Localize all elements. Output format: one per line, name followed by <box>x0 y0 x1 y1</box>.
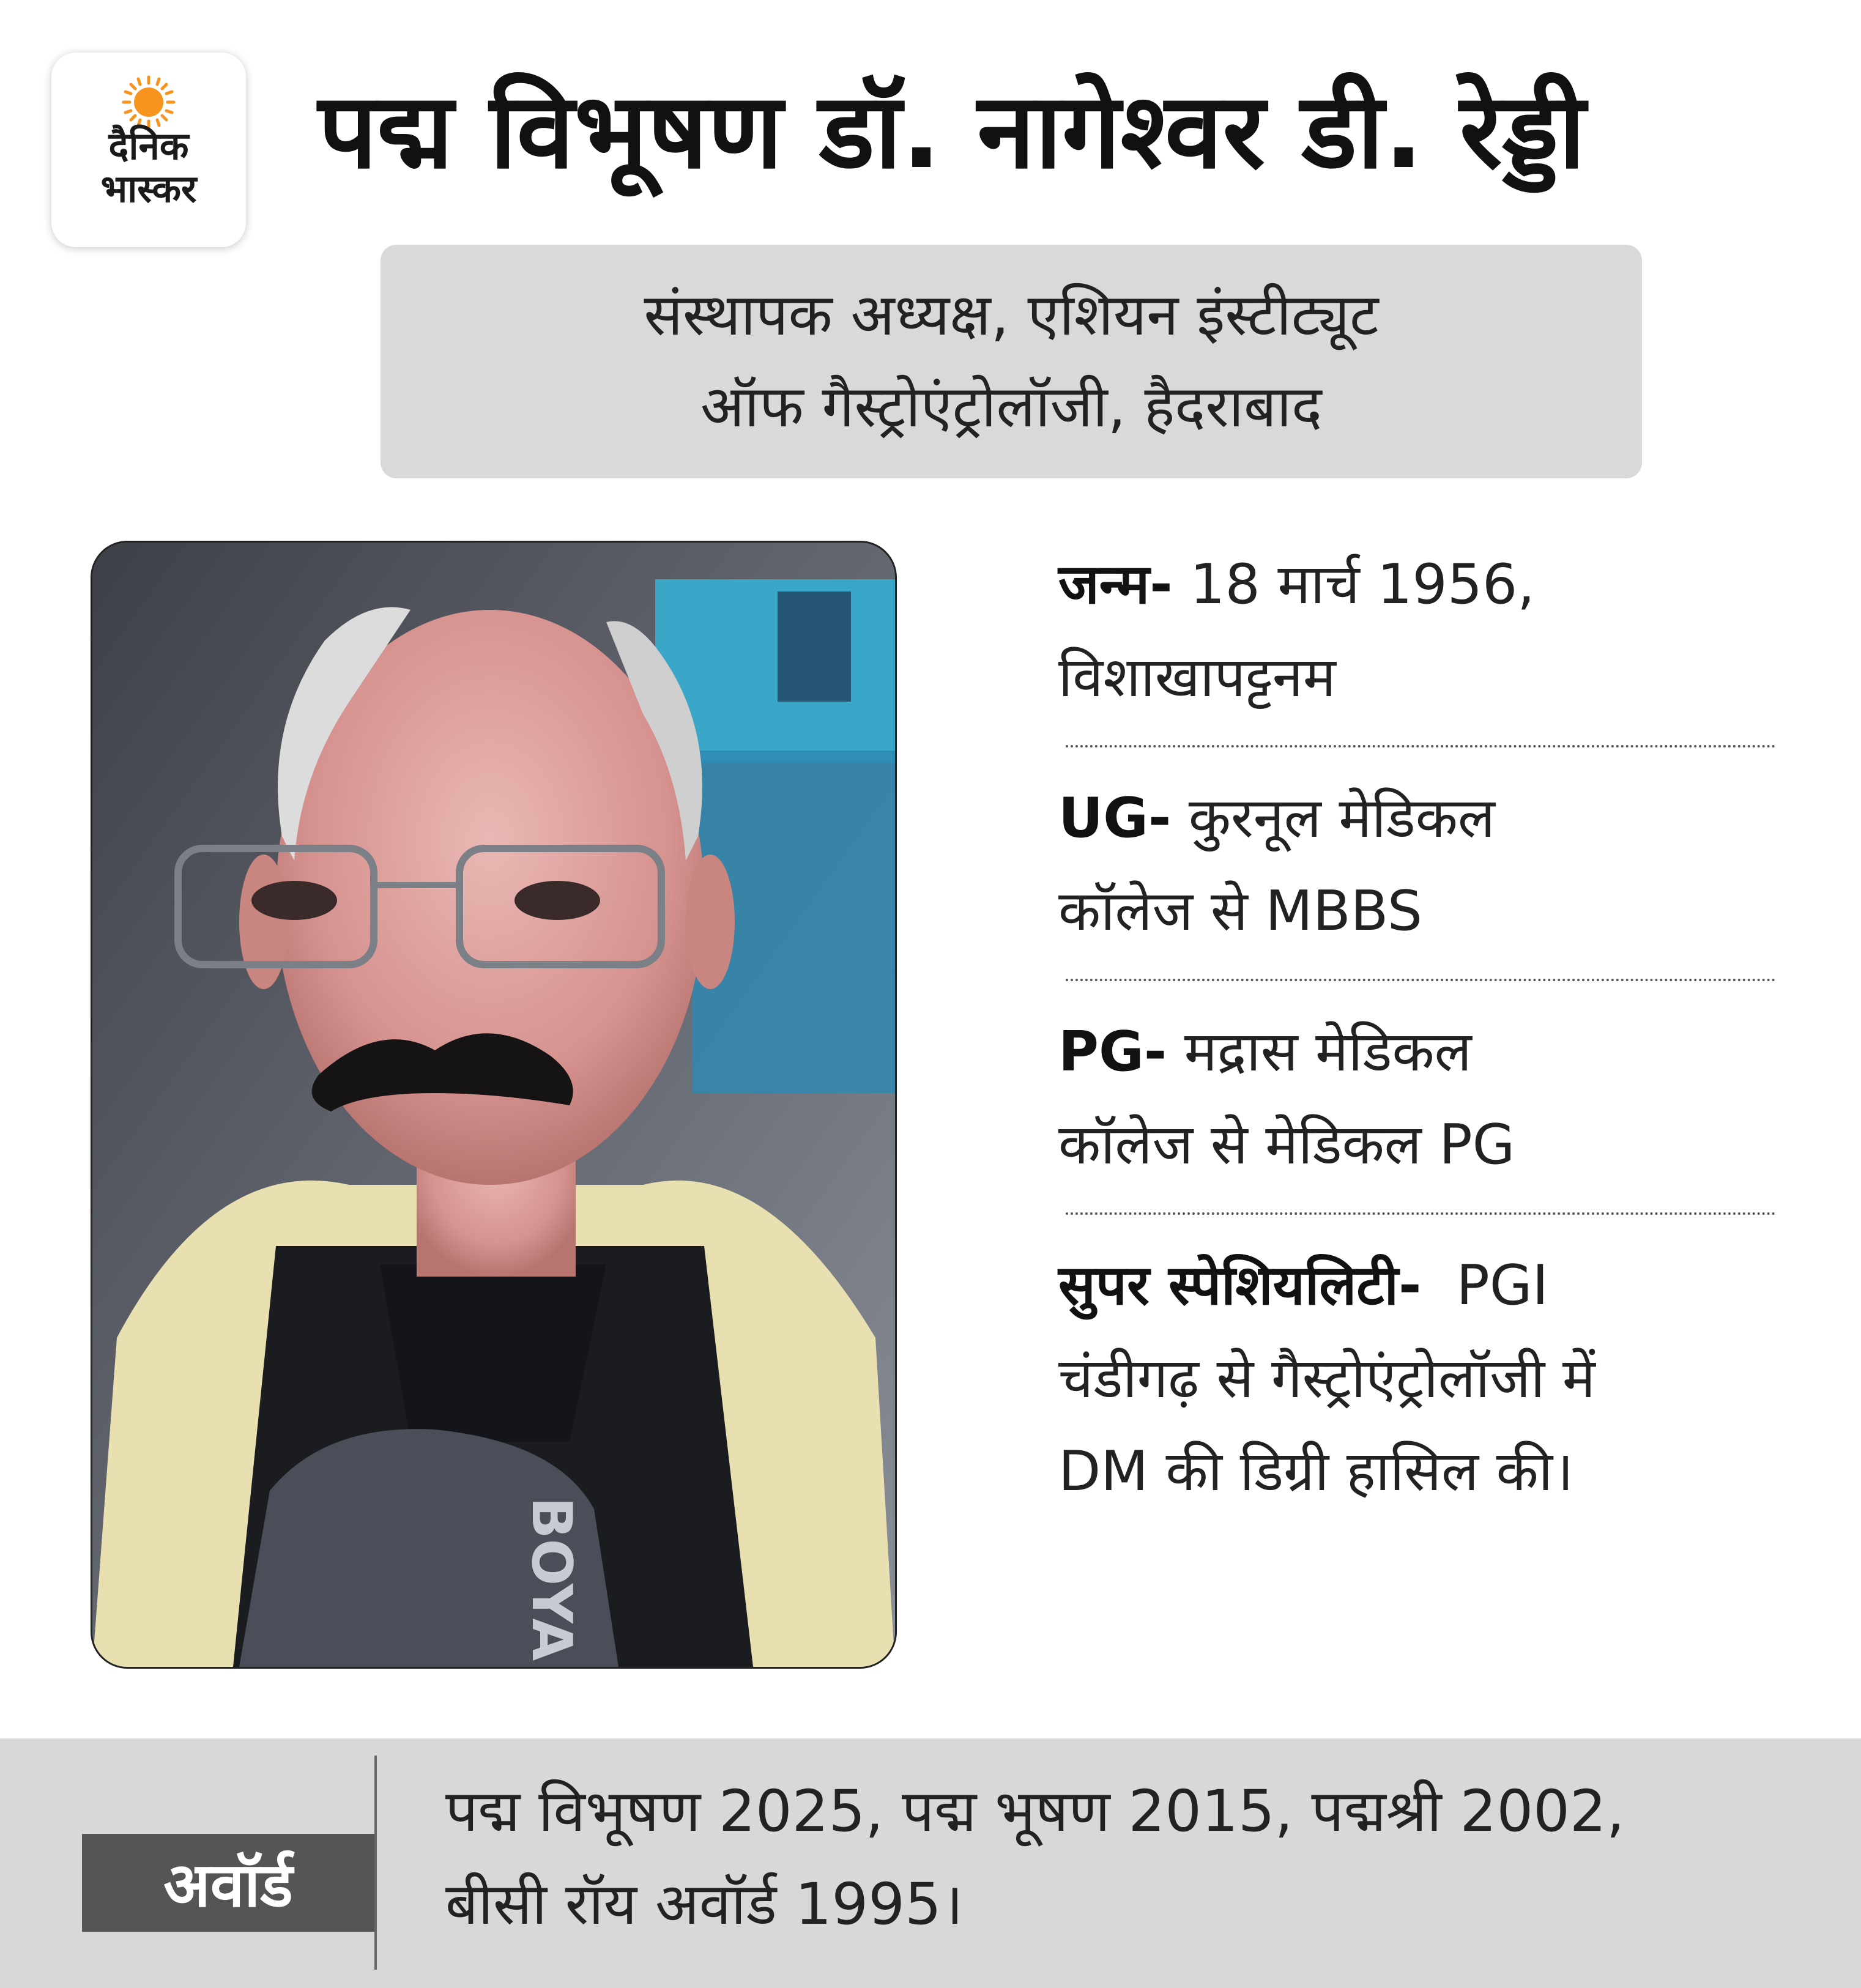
awards-line1: पद्म विभूषण 2025, पद्म भूषण 2015, पद्मश्री 2002, <box>445 1778 1625 1845</box>
info-ss-value-line3: DM की डिग्री हासिल की। <box>1058 1439 1574 1504</box>
info-ug-label: UG- <box>1058 786 1172 850</box>
logo-text-line1: दैनिक <box>108 124 189 168</box>
dainik-bhaskar-logo <box>51 53 246 247</box>
designation-line1: संस्थापक अध्यक्ष, एशियन इंस्टीट्यूट <box>644 282 1379 349</box>
info-ug-value-line2: कॉलेज से MBBS <box>1058 879 1422 943</box>
portrait-photo <box>91 541 897 1669</box>
awards-text <box>445 1765 1828 1951</box>
info-birth <box>1058 538 1780 724</box>
awards-label: अवॉर्ड <box>82 1834 374 1932</box>
info-pg-value: मद्रास मेडिकल <box>1167 1020 1472 1084</box>
logo-text-line2: भास्कर <box>100 166 197 211</box>
info-ug <box>1058 772 1780 958</box>
info-pg <box>1058 1006 1780 1192</box>
portrait-illustration <box>92 543 895 1667</box>
dotted-divider <box>1066 1212 1775 1215</box>
info-super-speciality <box>1058 1239 1780 1518</box>
awards-line2: बीसी रॉय अवॉर्ड 1995। <box>445 1871 964 1938</box>
info-ss-label: सुपर स्पेशियलिटी- <box>1058 1253 1422 1318</box>
info-pg-label: PG- <box>1058 1020 1167 1084</box>
dotted-divider <box>1066 979 1775 981</box>
info-ss-value: PGI <box>1421 1253 1549 1318</box>
info-birth-place: विशाखापट्टनम <box>1058 645 1336 710</box>
info-birth-label: जन्म- <box>1058 552 1173 617</box>
mic-brand-text: BOYA <box>519 1497 584 1661</box>
info-list <box>1058 538 1780 1518</box>
awards-footer <box>0 1738 1861 1988</box>
info-ss-value-line2: चंडीगढ़ से गैस्ट्रोएंट्रोलॉजी में <box>1058 1346 1595 1411</box>
info-pg-value-line2: कॉलेज से मेडिकल PG <box>1058 1113 1515 1177</box>
footer-divider <box>374 1756 377 1970</box>
designation-box <box>381 245 1642 478</box>
info-ug-value: कुरनूल मेडिकल <box>1171 786 1495 850</box>
sun-icon <box>121 75 176 130</box>
designation-line2: ऑफ गैस्ट्रोएंट्रोलॉजी, हैदराबाद <box>700 374 1322 440</box>
info-birth-value: 18 मार्च 1956, <box>1172 552 1535 617</box>
page-title: पद्म विभूषण डॉ. नागेश्वर डी. रेड्डी <box>318 71 1586 192</box>
dotted-divider <box>1066 745 1775 747</box>
